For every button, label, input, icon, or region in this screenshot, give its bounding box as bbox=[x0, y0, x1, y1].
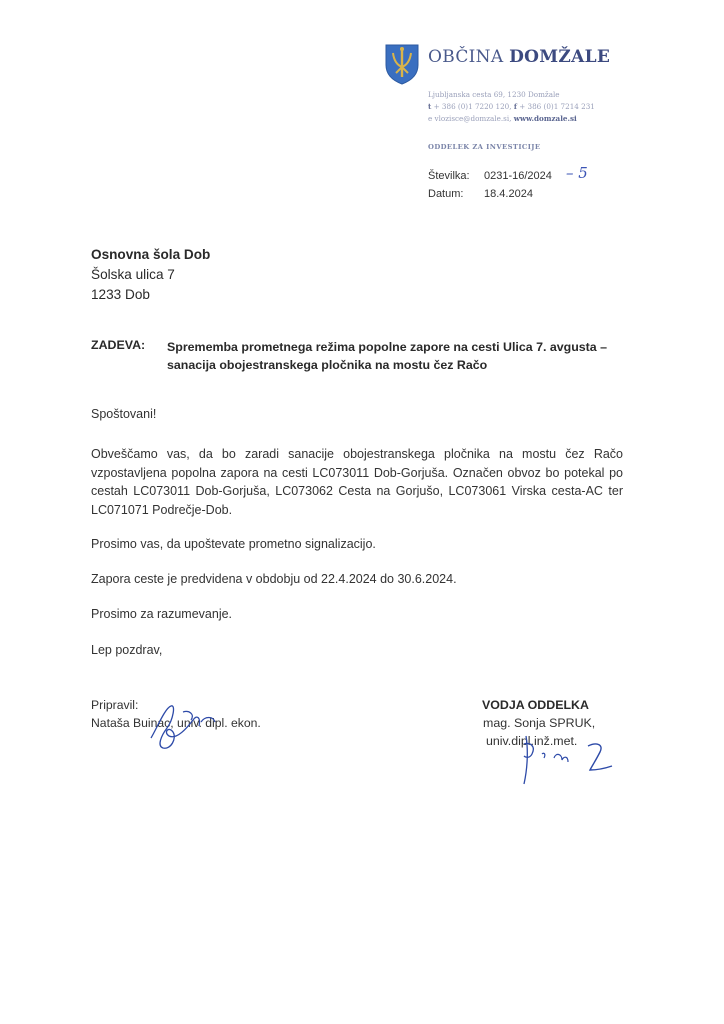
greeting: Spoštovani! bbox=[91, 407, 157, 421]
body-paragraph-4: Prosimo za razumevanje. bbox=[91, 607, 233, 621]
contact-block bbox=[428, 89, 595, 125]
number-label: Številka: bbox=[428, 170, 470, 182]
recipient-city: 1233 Dob bbox=[91, 287, 150, 302]
head-title: VODJA ODDELKA bbox=[482, 698, 589, 712]
subject-label: ZADEVA: bbox=[91, 338, 146, 352]
recipient-address bbox=[91, 245, 210, 305]
address: Ljubljanska cesta 69, 1230 Domžale bbox=[428, 90, 560, 99]
department-name: ODDELEK ZA INVESTICIJE bbox=[428, 143, 541, 151]
website-link[interactable]: www.domzale.si bbox=[513, 114, 577, 123]
reference-block bbox=[428, 167, 552, 203]
body-paragraph-2: Prosimo vas, da upoštevate prometno signalizacijo. bbox=[91, 537, 376, 551]
head-degree: univ.dipl.inž.met. bbox=[486, 734, 578, 748]
prepared-label: Pripravil: bbox=[91, 698, 139, 712]
document-date: 18.4.2024 bbox=[484, 188, 533, 200]
email-web: e vlozisce@domzale.si, www.domzale.si bbox=[428, 114, 577, 123]
body-paragraph-1: Obveščamo vas, da bo zaradi sanacije obojestranskega pločnika na mostu čez Račo vzpostavljena popolna zapora na cesti LC073011 Dob-Gorjuša. Označen obvoz bo potekal po cestah LC073011 Dob-Gorjuša, LC073062 Cesta na Gorjušo, LC073061 Virska cesta-AC ter LC071071 Podrečje-Dob. bbox=[91, 447, 623, 517]
prepared-by-name: Nataša Buinac, univ. dipl. ekon. bbox=[91, 716, 261, 730]
phone-fax: t + 386 (0)1 7220 120, f + 386 (0)1 7214 231 bbox=[428, 102, 595, 111]
organization-name: OBČINA DOMŽALE bbox=[428, 47, 611, 67]
closing: Lep pozdrav, bbox=[91, 643, 163, 657]
recipient-name: Osnovna šola Dob bbox=[91, 247, 211, 262]
handwritten-reference-suffix: – 5 bbox=[566, 164, 588, 182]
reference-number: 0231-16/2024 bbox=[484, 170, 552, 182]
subject-text: Sprememba prometnega režima popolne zapore na cesti Ulica 7. avgusta – sanacija obojestranskega pločnika na mostu čez Račo bbox=[167, 340, 608, 372]
coat-of-arms-logo bbox=[384, 43, 420, 85]
body-paragraph-3: Zapora ceste je predvidena v obdobju od 22.4.2024 do 30.6.2024. bbox=[91, 572, 457, 586]
recipient-street: Šolska ulica 7 bbox=[91, 267, 175, 282]
head-name: mag. Sonja SPRUK, bbox=[483, 716, 596, 730]
date-label: Datum: bbox=[428, 188, 464, 200]
handwritten-signature-left bbox=[143, 698, 223, 754]
handwritten-signature-right bbox=[508, 732, 618, 790]
